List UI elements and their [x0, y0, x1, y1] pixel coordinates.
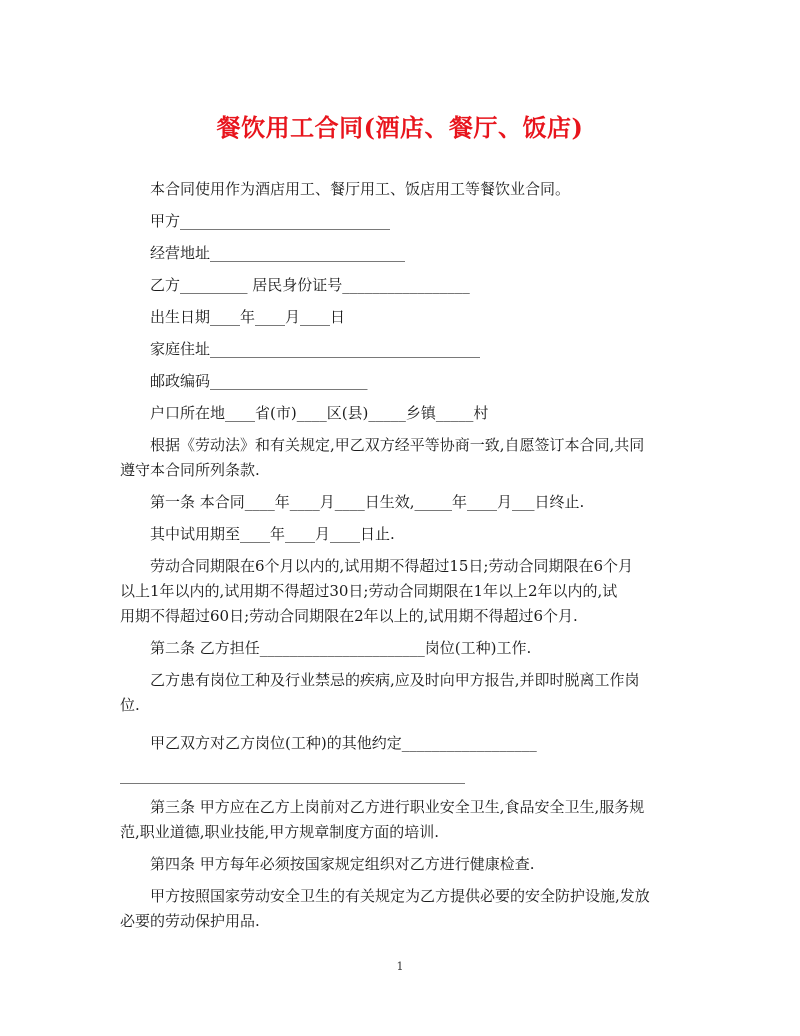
safety-provision-line-2: 必要的劳动保护用品. [120, 912, 260, 930]
document-title: 餐饮用工合同(酒店、餐厅、饭店) [216, 113, 584, 142]
other-agreement-blank-line: ______________________________________________ [120, 766, 465, 784]
household-registration-field: 户口所在地____省(市)____区(县)_____乡镇_____村 [150, 404, 489, 422]
preamble-line-1: 根据《劳动法》和有关规定,甲乙双方经平等协商一致,自愿签订本合同,共同 [150, 436, 645, 454]
article-1-line: 第一条 本合同____年____月____日生效,_____年____月___日终止. [150, 493, 585, 511]
party-b-id-field: 乙方_________ 居民身份证号_________________ [150, 276, 470, 294]
postal-code-field: 邮政编码_____________________ [150, 372, 368, 390]
intro-line: 本合同使用作为酒店用工、餐厅用工、饭店用工等餐饮业合同。 [150, 180, 571, 198]
other-agreement-line: 甲乙双方对乙方岗位(工种)的其他约定__________________ [150, 734, 537, 752]
probation-rule-line-3: 用期不得超过60日;劳动合同期限在2年以上的,试用期不得超过6个月. [120, 607, 578, 625]
preamble-line-2: 遵守本合同所列条款. [120, 461, 260, 479]
birth-date-field: 出生日期____年____月____日 [150, 308, 346, 326]
disease-report-line-1: 乙方患有岗位工种及行业禁忌的疾病,应及时向甲方报告,并即时脱离工作岗 [150, 671, 640, 689]
disease-report-line-2: 位. [120, 696, 140, 714]
safety-provision-line-1: 甲方按照国家劳动安全卫生的有关规定为乙方提供必要的安全防护设施,发放 [150, 887, 650, 905]
article-3-line-2: 范,职业道德,职业技能,甲方规章制度方面的培训. [120, 823, 440, 841]
page-number: 1 [396, 960, 404, 973]
article-4-line: 第四条 甲方每年必须按国家规定组织对乙方进行健康检查. [150, 855, 535, 873]
home-address-field: 家庭住址____________________________________ [150, 340, 481, 358]
probation-rule-line-1: 劳动合同期限在6个月以内的,试用期不得超过15日;劳动合同期限在6个月 [150, 557, 633, 575]
probation-rule-line-2: 以上1年以内的,试用期不得超过30日;劳动合同期限在1年以上2年以内的,试 [120, 582, 618, 600]
probation-line: 其中试用期至____年____月____日止. [150, 525, 395, 543]
party-a-field: 甲方____________________________ [150, 212, 391, 230]
business-address-field: 经营地址__________________________ [150, 244, 406, 262]
article-2-line: 第二条 乙方担任______________________岗位(工种)工作. [150, 639, 532, 657]
article-3-line-1: 第三条 甲方应在乙方上岗前对乙方进行职业安全卫生,食品安全卫生,服务规 [150, 798, 645, 816]
